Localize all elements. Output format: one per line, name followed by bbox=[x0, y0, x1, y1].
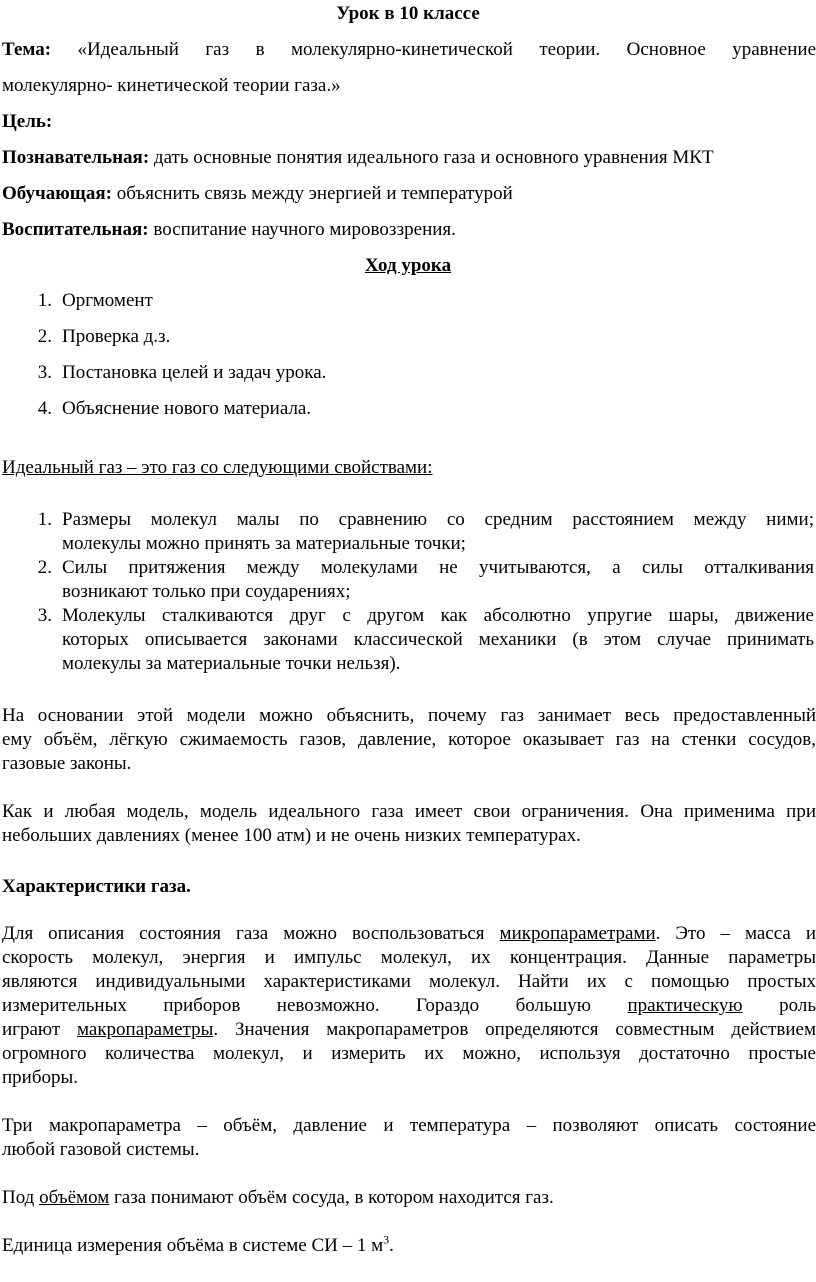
topic-label: Тема: bbox=[2, 39, 52, 60]
page-title: Урок в 10 классе bbox=[336, 3, 480, 24]
goal-label-upbringing: Воспитательная: bbox=[2, 219, 149, 240]
step-number: 2. bbox=[37, 326, 52, 347]
superscript: 3 bbox=[383, 1232, 390, 1247]
property-number: 2. bbox=[37, 557, 52, 578]
step-number: 1. bbox=[37, 290, 52, 311]
ideal-gas-heading-text: Идеальный газ – это газ со следующими свойствами: bbox=[2, 457, 433, 478]
step-number: 4. bbox=[37, 398, 52, 419]
paragraph-line: На основании этой модели можно объяснить, почему газ занимает весь предоставленный bbox=[2, 705, 816, 726]
paragraph-line: огромного количества молекул, и измерить их можно, используя достаточно простые bbox=[2, 1043, 816, 1064]
goal-label-cognitive: Познавательная: bbox=[2, 147, 150, 168]
property-number: 3. bbox=[37, 605, 52, 626]
text-span: . Это – масса и bbox=[655, 923, 816, 944]
paragraph-line bbox=[2, 922, 816, 946]
property-line: молекулы за материальные точки нельзя). bbox=[62, 653, 401, 674]
paragraph-line bbox=[2, 994, 816, 1018]
lesson-heading-text: Ход урока bbox=[364, 255, 452, 276]
property-line: возникают только при соударениях; bbox=[62, 581, 351, 602]
text-span: Для описания состояния газа можно воспользоваться bbox=[2, 923, 500, 944]
text-span: газа понимают объём сосуда, в котором находится газ. bbox=[109, 1187, 554, 1208]
paragraph-line bbox=[2, 1018, 816, 1042]
topic-line-2: молекулярно- кинетической теории газа.» bbox=[2, 75, 341, 96]
goal-text-cognitive: дать основные понятия идеального газа и основного уравнения МКТ bbox=[153, 147, 714, 168]
property-line: которых описывается законами классической механики (в этом случае принимать bbox=[62, 629, 814, 650]
lesson-heading bbox=[0, 254, 816, 278]
list-item: Проверка д.з. bbox=[62, 326, 171, 347]
paragraph-line: газовые законы. bbox=[2, 753, 132, 774]
paragraph-line: являются индивидуальными характеристиками молекул. Найти их с помощью простых bbox=[2, 971, 816, 992]
property-number: 1. bbox=[37, 509, 52, 530]
list-item: Объяснение нового материала. bbox=[62, 398, 312, 419]
text-span: Под bbox=[2, 1187, 40, 1208]
list-item: Оргмомент bbox=[62, 290, 153, 311]
term-microparameters: микропараметрами bbox=[499, 923, 656, 944]
text-span: Единица измерения объёма в системе СИ – 1 м bbox=[2, 1235, 384, 1256]
goal-cognitive bbox=[2, 146, 816, 170]
text-span: . bbox=[389, 1235, 394, 1256]
property-line: Молекулы сталкиваются друг с другом как абсолютно упругие шары, движение bbox=[62, 605, 814, 626]
goal-educational bbox=[2, 182, 816, 206]
term-volume: объёмом bbox=[39, 1187, 110, 1208]
text-span: роль bbox=[742, 995, 816, 1016]
topic-text-1: «Идеальный газ в молекулярно-кинетической теории. Основное уравнение bbox=[77, 39, 816, 60]
goal-text-educational: объяснить связь между энергией и температурой bbox=[116, 183, 513, 204]
property-line: молекулы можно принять за материальные точки; bbox=[62, 533, 466, 554]
ideal-gas-heading bbox=[2, 456, 816, 480]
goal-text-upbringing: воспитание научного мировоззрения. bbox=[153, 219, 456, 240]
paragraph-line: небольших давлениях (менее 100 атм) и не очень низких температурах. bbox=[2, 825, 581, 846]
topic-line-1 bbox=[2, 38, 816, 62]
goal-label-educational: Обучающая: bbox=[2, 183, 112, 204]
term-macroparameters: макропараметры bbox=[77, 1019, 214, 1040]
step-number: 3. bbox=[37, 362, 52, 383]
paragraph-line: скорость молекул, энергия и импульс молекул, их концентрация. Данные параметры bbox=[2, 947, 816, 968]
property-line: Размеры молекул малы по сравнению со средним расстоянием между ними; bbox=[62, 509, 814, 530]
property-line: Силы притяжения между молекулами не учитываются, а силы отталкивания bbox=[62, 557, 814, 578]
paragraph-line: приборы. bbox=[2, 1067, 79, 1088]
text-span: измерительных приборов невозможно. Гораздо большую bbox=[2, 995, 628, 1016]
goal-label: Цель: bbox=[2, 111, 53, 132]
term-practical: практическую bbox=[627, 995, 743, 1016]
list-item: Постановка целей и задач урока. bbox=[62, 362, 327, 383]
paragraph-line bbox=[2, 1186, 816, 1210]
paragraph-line: Три макропараметра – объём, давление и температура – позволяют описать состояние bbox=[2, 1115, 816, 1136]
goal-upbringing bbox=[2, 218, 816, 242]
paragraph-line: Как и любая модель, модель идеального газа имеет свои ограничения. Она применима при bbox=[2, 801, 816, 822]
paragraph-line: любой газовой системы. bbox=[2, 1139, 200, 1160]
text-span: играют bbox=[2, 1019, 77, 1040]
paragraph-line bbox=[2, 1234, 816, 1258]
characteristics-heading: Характеристики газа. bbox=[2, 876, 191, 897]
text-span: . Значения макропараметров определяются совместным действием bbox=[213, 1019, 816, 1040]
paragraph-line: ему объём, лёгкую сжимаемость газов, давление, которое оказывает газ на стенки сосудов, bbox=[2, 729, 816, 750]
